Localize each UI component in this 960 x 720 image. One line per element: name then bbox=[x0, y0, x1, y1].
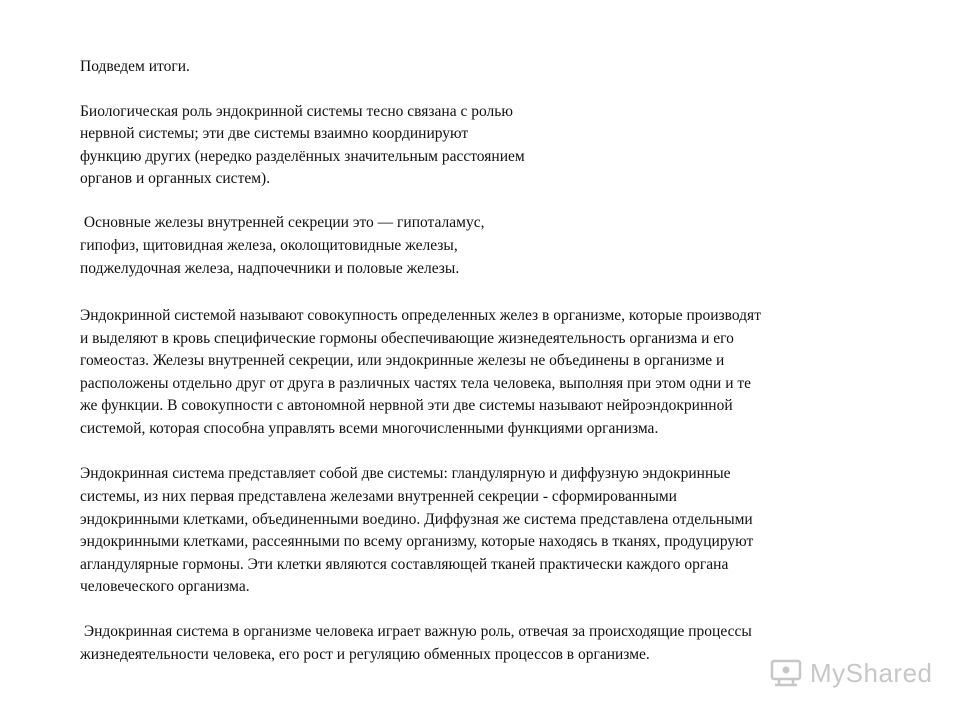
paragraph3-line: системой, которая способна управлять всеми многочисленными функциями организма. bbox=[80, 420, 659, 437]
paragraph4-line: эндокринными клетками, рассеянными по всему организму, которые находясь в тканях, продуцируют bbox=[80, 533, 754, 550]
paragraph1-line: нервной системы; эти две системы взаимно координируют bbox=[80, 125, 469, 142]
paragraph4-line: системы, из них первая представлена железами внутренней секреции - сформированными bbox=[80, 488, 677, 505]
paragraph2-line: Основные железы внутренней секреции это — гипоталамус, bbox=[80, 214, 485, 231]
paragraph3-line: и выделяют в кровь специфические гормоны обеспечивающие жизнедеятельность организма и его bbox=[80, 330, 734, 347]
paragraph2-line: поджелудочная железа, надпочечники и половые железы. bbox=[80, 260, 460, 277]
watermark-text: MyShared bbox=[810, 657, 933, 688]
watermark bbox=[768, 656, 933, 690]
classroom-board-icon bbox=[768, 658, 804, 688]
paragraph3-line: расположены отдельно друг от друга в различных частях тела человека, выполняя при этом одни и те bbox=[80, 375, 752, 392]
paragraph5-line: жизнедеятельности человека, его рост и регуляцию обменных процессов в организме. bbox=[80, 646, 650, 663]
paragraph4-line: Эндокринная система представляет собой две системы: гландулярную и диффузную эндокринные bbox=[80, 465, 731, 482]
paragraph4-line: агландулярные гормоны. Эти клетки являются составляющей тканей практически каждого органа bbox=[80, 556, 729, 573]
paragraph4-line: человеческого организма. bbox=[80, 578, 250, 595]
paragraph1-line: Биологическая роль эндокринной системы тесно связана с ролью bbox=[80, 103, 513, 120]
paragraph2-line: гипофиз, щитовидная железа, околощитовидные железы, bbox=[80, 237, 458, 254]
paragraph1-line: органов и органных систем). bbox=[80, 170, 271, 187]
paragraph3-line: Эндокринной системой называют совокупность определенных желез в организме, которые производят bbox=[80, 307, 761, 324]
paragraph4-line: эндокринными клетками, объединенными воедино. Диффузная же система представлена отдельными bbox=[80, 511, 753, 528]
paragraph1-line: функцию других (нередко разделённых значительным расстоянием bbox=[80, 148, 525, 165]
paragraph5-line: Эндокринная система в организме человека играет важную роль, отвечая за происходящие процессы bbox=[80, 623, 752, 640]
summary-heading: Подведем итоги. bbox=[80, 58, 190, 75]
paragraph3-line: гомеостаз. Железы внутренней секреции, или эндокринные железы не объединены в организме и bbox=[80, 352, 725, 369]
paragraph3-line: же функции. В совокупности с автономной нервной эти две системы называют нейроэндокринной bbox=[80, 397, 733, 414]
